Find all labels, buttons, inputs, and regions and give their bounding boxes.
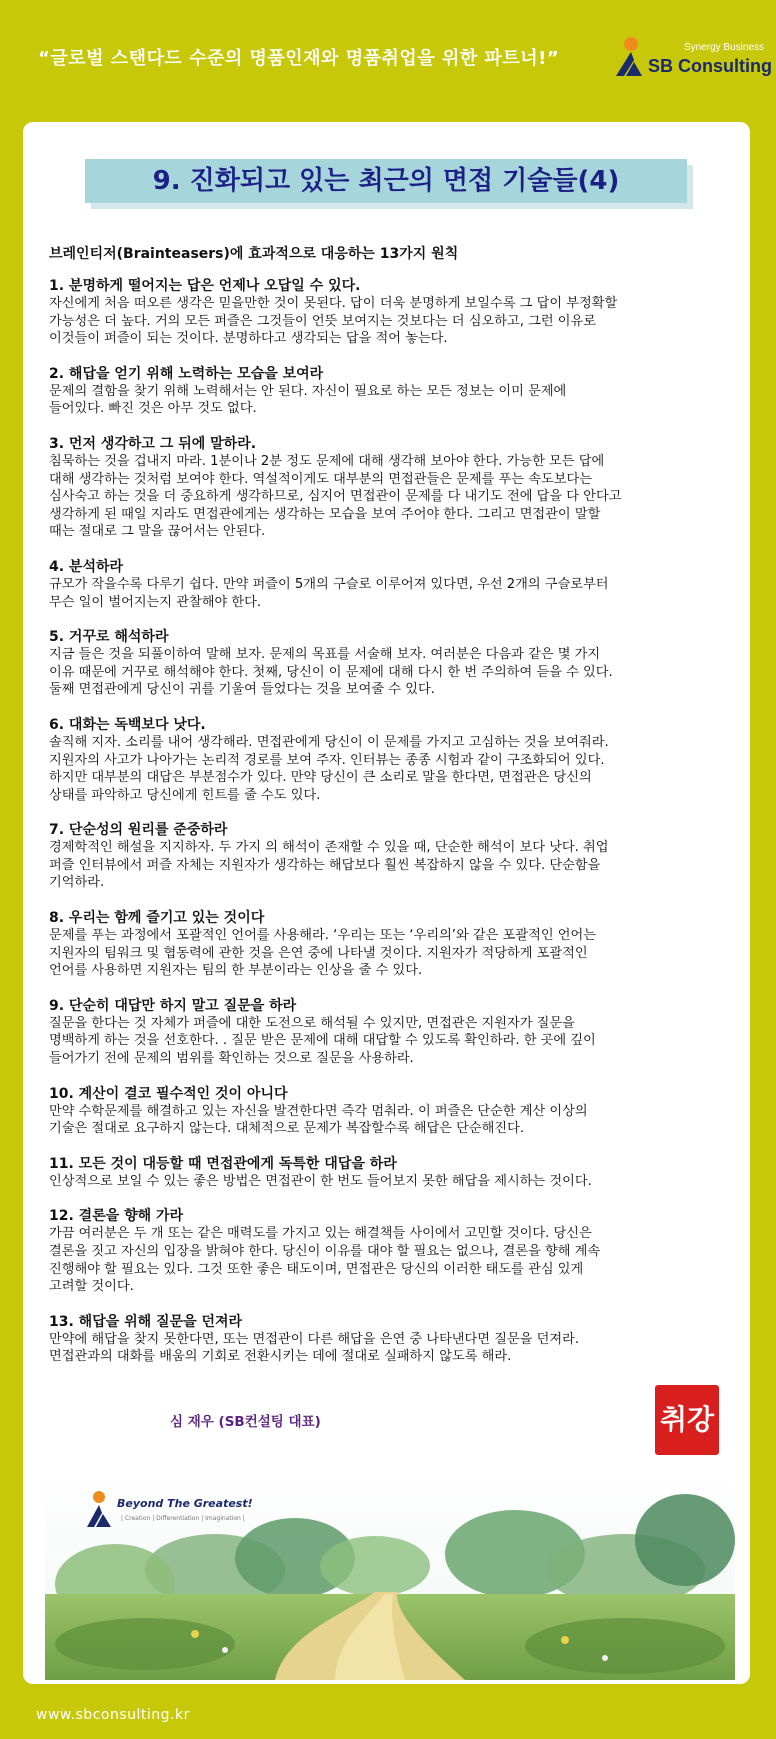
principle-heading: 1. 분명하게 떨어지는 답은 언제나 오답일 수 있다. <box>49 278 361 294</box>
principle-text-line: 상태를 파악하고 당신에게 힌트를 줄 수도 있다. <box>49 787 321 803</box>
beyond-logo <box>85 1489 255 1539</box>
principle-text-line: 생각하게 된 때일 지라도 면접관에게는 생각하는 모습을 보여 주어야 한다. 그리고 면접관이 말할 <box>49 506 601 522</box>
footer-website-link[interactable]: www.sbconsulting.kr <box>36 1707 190 1723</box>
principle-text-line: 심사숙고 하는 것을 더 중요하게 생각하므로, 심지어 면접관이 문제를 다 내기도 전에 답을 다 안다고 <box>49 489 622 505</box>
principle-item <box>49 366 739 418</box>
logo-tagline: Synergy Business <box>683 42 764 53</box>
principle-text-line: 둘째 면접관에게 당신이 귀를 기울여 들었다는 것을 보여줄 수 있다. <box>49 682 435 698</box>
principle-text-line: 문제의 결함을 찾기 위해 노력해서는 안 된다. 자신이 필요로 하는 모든 정보는 이미 문제에 <box>49 383 567 399</box>
principle-item <box>49 629 739 699</box>
header <box>0 0 776 120</box>
principle-item <box>49 822 739 892</box>
principle-text-line: 지금 들은 것을 되풀이하여 말해 보자. 문제의 목표를 서술해 보자. 여러분은 다음과 같은 몇 가지 <box>49 647 601 663</box>
author-credit: 심 재우 (SB컨설팅 대표) <box>170 1414 321 1430</box>
slogan: “글로벌 스탠다드 수준의 명품인재와 명품취업을 위한 파트너!” <box>38 48 560 69</box>
principle-text-line: 퍼즐 인터뷰에서 퍼즐 자체는 지원자가 생각하는 해답보다 훨씬 복잡하지 않을 수 있다. 단순함을 <box>49 857 601 873</box>
principles-list <box>49 278 739 1384</box>
principle-text-line: 질문을 한다는 것 자체가 퍼즐에 대한 도전으로 해석될 수 있지만, 면접관은 지원자가 질문을 <box>49 1015 575 1031</box>
principle-heading: 10. 계산이 결코 필수적인 것이 아니다 <box>49 1085 288 1102</box>
logo-name: SB Consulting <box>648 56 772 76</box>
principle-item <box>49 278 739 348</box>
beyond-logo-icon <box>85 1489 115 1529</box>
principle-text-line: 기억하라. <box>49 875 105 891</box>
principle-text-line: 만약 수학문제를 해결하고 있는 자신을 발견한다면 즉각 멈춰라. 이 퍼즐은 단순한 계산 이상의 <box>49 1103 588 1119</box>
principle-item <box>49 436 739 541</box>
principle-text-line: 지원자의 사고가 나아가는 논리적 경로를 보여 주자. 인터뷰는 종종 시험과 같이 구조화되어 있다. <box>49 752 605 768</box>
principle-text-line: 경제학적인 해설을 지지하자. 두 가지 의 해석이 존재할 수 있을 때, 단순한 해석이 보다 낫다. 취업 <box>49 840 609 856</box>
principle-text-line: 이것들이 퍼즐이 되는 것이다. 분명하다고 생각되는 답을 적어 놓는다. <box>49 331 448 347</box>
principle-heading: 13. 해답을 위해 질문을 던져라 <box>49 1313 243 1330</box>
principle-text-line: 언어를 사용하면 지원자는 팀의 한 부분이라는 인상을 줄 수 있다. <box>49 963 423 979</box>
beyond-subtext: | Creation | Differentiation | Imagination | <box>121 1515 245 1522</box>
principle-heading: 4. 분석하라 <box>49 558 124 575</box>
principle-text-line: 가능성은 더 높다. 거의 모든 퍼즐은 그것들이 언뜻 보여지는 것보다는 더 심오하고, 그런 이유로 <box>49 313 596 329</box>
principle-text-line: 문제를 푸는 과정에서 포괄적인 언어를 사용해라. ‘우리는 또는 ‘우리의’와 같은 포괄적인 언어는 <box>49 928 596 944</box>
principle-item <box>49 717 739 804</box>
principle-text-line: 자신에게 처음 떠오른 생각은 믿을만한 것이 못된다. 답이 더욱 분명하게 보일수록 그 답이 부정확할 <box>49 296 618 311</box>
principle-item <box>49 1314 739 1366</box>
principle-text-line: 들어있다. 빠진 것은 아무 것도 없다. <box>49 401 257 417</box>
principle-text-line: 규모가 작을수록 다루기 쉽다. 만약 퍼즐이 5개의 구슬로 이루어져 있다면, 우선 2개의 구슬로부터 <box>49 576 609 592</box>
principle-heading: 11. 모든 것이 대등할 때 면접관에게 독특한 대답을 하라 <box>49 1155 397 1172</box>
principle-text-line: 인상적으로 보일 수 있는 좋은 방법은 면접관이 한 번도 들어보지 못한 해답을 제시하는 것이다. <box>49 1173 592 1189</box>
principle-text-line: 솔직해 지자. 소리를 내어 생각해라. 면접관에게 당신이 이 문제를 가지고 고심하는 것을 보여줘라. <box>49 734 609 750</box>
principle-text-line: 진행해야 할 필요는 있다. 그것 또한 좋은 태도이며, 면접관은 당신의 이러한 태도를 관심 있게 <box>49 1261 584 1277</box>
principle-text-line: 대해 생각하는 것처럼 보여야 한다. 역설적이게도 대부분의 면접관들은 문제를 푸는 속도보다는 <box>49 471 592 487</box>
principle-text-line: 면접관과의 대화를 배움의 기회로 전환시키는 데에 절대로 실패하지 않도록 해라. <box>49 1349 512 1365</box>
principle-item <box>49 559 739 611</box>
principle-text-line: 지원자의 팀워크 및 협동력에 관한 것을 은연 중에 나타낼 것이다. 지원자가 적당하게 포괄적인 <box>49 945 588 961</box>
principle-heading: 7. 단순성의 원리를 준중하라 <box>49 822 228 839</box>
principle-text-line: 하지만 대부분의 대답은 부분점수가 있다. 만약 당신이 큰 소리로 말을 한다면, 면접관은 당신의 <box>49 770 592 786</box>
principle-heading: 3. 먼저 생각하고 그 뒤에 말하라. <box>49 435 257 452</box>
page-title: 9. 진화되고 있는 최근의 면접 기술들(4) <box>152 166 620 196</box>
principle-item <box>49 1156 739 1191</box>
principle-heading: 2. 해답을 얻기 위해 노력하는 모습을 보여라 <box>49 365 324 382</box>
principle-text-line: 때는 절대로 그 말을 끊어서는 안된다. <box>49 524 266 540</box>
principle-item <box>49 1086 739 1138</box>
principle-heading: 12. 결론을 향해 가라 <box>49 1208 184 1225</box>
principle-text-line: 무슨 일이 벌어지는지 관찰해야 한다. <box>49 594 262 610</box>
principle-text-line: 기술은 절대로 요구하지 않는다. 대체적으로 문제가 복잡할수록 해답은 단순해진다. <box>49 1121 525 1137</box>
principle-text-line: 만약에 해답을 찾지 못한다면, 또는 면접관이 다른 해답을 은연 중 나타낸다면 질문을 던져라. <box>49 1331 580 1347</box>
principle-text-line: 고려할 것이다. <box>49 1279 134 1295</box>
principle-item <box>49 910 739 980</box>
principle-text-line: 결론을 짓고 자신의 입장을 밝혀야 한다. 당신이 이유를 대야 할 필요는 없으나, 결론을 향해 계속 <box>49 1244 601 1259</box>
principle-text-line: 가끔 여러분은 두 개 또는 같은 매력도를 가지고 있는 해결책들 사이에서 고민할 것이다. 당신은 <box>49 1226 592 1242</box>
intro-heading: 브레인티저(Brainteasers)에 효과적으로 대응하는 13가지 원칙 <box>49 246 459 262</box>
stamp-seal: 취강 <box>655 1385 719 1455</box>
principle-heading: 9. 단순히 대답만 하지 말고 질문을 하라 <box>49 997 297 1014</box>
principle-heading: 8. 우리는 함께 즐기고 있는 것이다 <box>49 910 265 927</box>
principle-heading: 6. 대화는 독백보다 낫다. <box>49 716 206 733</box>
principle-text-line: 들어가기 전에 문제의 범위를 확인하는 것으로 질문을 사용하라. <box>49 1051 414 1067</box>
principle-heading: 5. 거꾸로 해석하라 <box>49 629 169 646</box>
principle-text-line: 침묵하는 것을 겁내지 마라. 1분이나 2분 정도 문제에 대해 생각해 보아야 한다. 가능한 모든 답에 <box>49 453 605 469</box>
content-panel <box>23 122 750 1684</box>
beyond-text: Beyond The Greatest! <box>117 1497 253 1510</box>
logo-mark-icon <box>612 34 648 78</box>
principle-text-line: 이유 때문에 거꾸로 해석해야 한다. 첫째, 당신이 이 문제에 대해 다시 한 번 주의하여 듣을 수 있다. <box>49 664 613 680</box>
principle-item <box>49 998 739 1068</box>
principle-item <box>49 1208 739 1295</box>
sb-consulting-logo[interactable] <box>612 34 772 84</box>
principle-text-line: 명백하게 하는 것을 선호한다. . 질문 받은 문제에 대해 대답할 수 있도록 확인하라. 한 곳에 깊이 <box>49 1033 596 1049</box>
